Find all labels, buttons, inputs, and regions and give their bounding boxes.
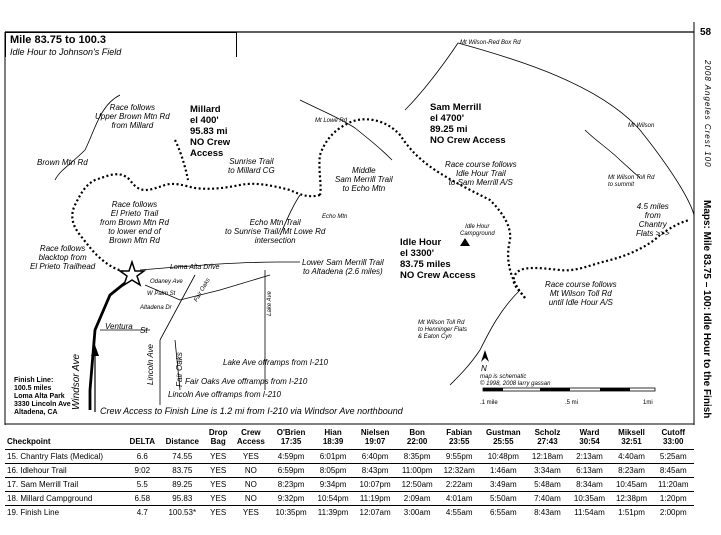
table-cell: 3:00am [396, 506, 438, 520]
table-cell: 5.5 [125, 478, 160, 492]
scale-label-one: 1mi [643, 400, 653, 406]
label-lake-offramp: Lake Ave offramps from I-210 [223, 358, 328, 367]
label-st: St [140, 326, 148, 335]
label-ventura: Ventura [105, 322, 133, 331]
table-header-cell: Drop Bag [208, 428, 228, 446]
finish-star-icon [120, 262, 144, 285]
label-windsor-ave: Windsor Ave [71, 353, 82, 410]
label-lower-sam-merrill: Lower Sam Merrill Trail to Altadena (2.6 miles) [302, 258, 384, 276]
table-cell: 17. Sam Merrill Trail [5, 478, 125, 492]
finish-route-line [90, 275, 135, 410]
mt-wilson-toll-road-upper [585, 130, 640, 178]
table-cell: 10:45am [611, 478, 653, 492]
table-cell: 12:50am [396, 478, 438, 492]
label-toll-road-summit: Mt Wilson Toll Rd to summit [608, 175, 655, 188]
table-cell: 95.83 [160, 492, 205, 506]
table-cell: 5:50am [480, 492, 526, 506]
table-header-cell: Fabian 23:55 [446, 428, 473, 446]
table-cell: 6.58 [125, 492, 160, 506]
north-arrow-icon [481, 350, 489, 362]
table-cell: 6:59pm [270, 464, 312, 478]
compass-letter: N [481, 364, 487, 373]
table-cell: 10:07pm [354, 478, 396, 492]
table-cell: 2:22am [438, 478, 480, 492]
table-cell: 11:00pm [396, 464, 438, 478]
label-toll-henninger: Mt Wilson Toll Rd to Henninger Flats & Eaton Cyn [418, 320, 468, 340]
label-mt-lowe: Mt Lowe Rd [315, 118, 348, 124]
table-header-row [5, 428, 694, 450]
table-cell: 8:43am [526, 506, 568, 520]
table-cell: 11:54am [568, 506, 610, 520]
table-cell: 2:09am [396, 492, 438, 506]
label-fair-oaks-lower: Fair Oaks [174, 352, 184, 387]
label-map-schematic: map is schematic © 1998, 2008 larry gassan [480, 374, 551, 387]
table-cell: 8:45am [653, 464, 694, 478]
table-cell: 8:23pm [270, 478, 312, 492]
table-row [5, 478, 694, 492]
table-cell: 1:46am [480, 464, 526, 478]
table-cell: NO [232, 478, 270, 492]
label-brown-mtn-road: Brown Mtn Rd [37, 158, 88, 167]
table-cell: 11:20am [653, 478, 694, 492]
table-cell: 83.75 [160, 464, 205, 478]
race-course-upper-brown [175, 140, 188, 180]
table-cell: NO [232, 464, 270, 478]
idle-hour-aid-station: Idle Hour el 3300' 83.75 miles NO Crew Access [400, 237, 476, 281]
table-cell: YES [205, 478, 232, 492]
table-header-cell: Cutoff 33:00 [661, 428, 686, 446]
table-cell: 18. Millard Campground [5, 492, 125, 506]
table-header-cell: Scholz 27:43 [534, 428, 561, 446]
label-el-prieto: Race follows El Prieto Trail from Brown Mtn Rd to lower end of Brown Mtn Rd [100, 200, 169, 245]
table-cell: 6:13am [568, 464, 610, 478]
table-cell: 4:59pm [270, 450, 312, 464]
label-echo-mtn: Echo Mtn [322, 214, 348, 220]
table-header-cell: Bon 22:00 [406, 428, 428, 446]
label-middle-sam-merrill: Middle Sam Merrill Trail to Echo Mtn [335, 166, 393, 193]
table-header-cell: Miksell 32:51 [618, 428, 645, 446]
table-cell: 6:40pm [354, 450, 396, 464]
mt-lowe-road [300, 100, 392, 160]
table-cell: 12:38pm [611, 492, 653, 506]
label-lincoln-offramp: Lincoln Ave offramps from I-210 [168, 390, 281, 399]
table-cell: 12:07am [354, 506, 396, 520]
page-number: 58 [700, 27, 712, 38]
label-lake-ave: Lake Ave [266, 291, 273, 316]
label-race-blacktop: Race follows blacktop from El Prieto Trailhead [30, 244, 96, 271]
label-chantry-flats: 4.5 miles from Chantry Flats >>> [636, 202, 670, 238]
table-cell: 3:34am [526, 464, 568, 478]
table-cell: 10:48pm [480, 450, 526, 464]
table-cell: 4:55am [438, 506, 480, 520]
label-idle-hour-trail: Race course follows Idle Hour Trail to Sam Merrill A/S [445, 160, 517, 187]
table-header-cell: Nielsen 19:07 [360, 428, 390, 446]
label-odaney-ave: Odaney Ave [150, 279, 183, 285]
table-cell: 8:05pm [312, 464, 354, 478]
table-header-cell: Hian 18:39 [322, 428, 344, 446]
table-cell: 100.53* [160, 506, 205, 520]
map-title-box [5, 32, 237, 57]
table-cell: 9:34pm [312, 478, 354, 492]
table-cell: 9:55pm [438, 450, 480, 464]
label-mt-wilson: Mt Wilson [628, 123, 655, 129]
label-race-toll-road: Race course follows Mt Wilson Toll Rd until Idle Hour A/S [545, 280, 617, 307]
table-cell: 8:34am [568, 478, 610, 492]
scale-bar [483, 388, 655, 391]
table-cell: 8:43pm [354, 464, 396, 478]
table-cell: YES [232, 506, 270, 520]
label-fair-oaks-upper: Fair Oaks [193, 277, 212, 304]
map-subtitle: Idle Hour to Johnson's Field [10, 47, 122, 57]
table-cell: 7:40am [526, 492, 568, 506]
label-lincoln-ave: Lincoln Ave [145, 344, 155, 385]
mt-wilson-road-west [405, 43, 458, 110]
label-fair-oaks-offramp: Fair Oaks Ave offramps from I-210 [185, 377, 308, 386]
label-idle-hour-campground: Idle Hour Campground [460, 224, 495, 237]
table-cell: YES [205, 492, 232, 506]
label-altadena-dr: Altadena Dr [140, 305, 172, 311]
loma-alta-drive [140, 262, 300, 270]
table-cell: YES [205, 450, 232, 464]
table-cell: 6:55am [480, 506, 526, 520]
table-cell: 11:39pm [312, 506, 354, 520]
table-cell: 4.7 [125, 506, 160, 520]
checkpoint-table [5, 428, 694, 519]
table-cell: 10:35am [568, 492, 610, 506]
table-cell: 4:01am [438, 492, 480, 506]
millard-aid-station: Millard el 400' 95.83 mi NO Crew Access [190, 104, 231, 159]
table-header-cell: O'Brien 17:35 [276, 428, 306, 446]
scale-label-tenth: .1 mile [480, 400, 498, 406]
table-cell: 2:00pm [653, 506, 694, 520]
table-header-cell: Distance [165, 437, 199, 446]
table-cell: YES [205, 464, 232, 478]
label-sunrise-trail: Sunrise Trail to Millard CG [228, 157, 275, 175]
table-cell: 1:20pm [653, 492, 694, 506]
table-cell: 8:23am [611, 464, 653, 478]
table-body [5, 450, 694, 520]
table-cell: 19. Finish Line [5, 506, 125, 520]
table-header-cell: Ward 30:54 [579, 428, 600, 446]
table-cell: 1:51pm [611, 506, 653, 520]
table-header-cell: Gustman 25:55 [485, 428, 521, 446]
table-cell: 6:01pm [312, 450, 354, 464]
label-mt-wilson-red-box: Mt Wilson-Red Box Rd [460, 40, 521, 46]
map-title: Mile 83.75 to 100.3 [10, 34, 106, 46]
label-crew-access: Crew Access to Finish Line is 1.2 mi from I-210 via Windsor Ave northbound [100, 406, 403, 416]
table-row [5, 450, 694, 464]
label-echo-to-sunrise: Echo Mtn Trail to Sunrise Trail/ Mt Lowe Rd intersection [225, 218, 326, 245]
label-upper-brown: Race follows Upper Brown Mtn Rd from Millard [95, 103, 170, 130]
section-title: Maps: Mile 83.75 – 100: Idle Hour to the Finish [701, 200, 712, 419]
finish-route [90, 275, 135, 410]
table-cell: 11:19pm [354, 492, 396, 506]
table-cell: 6.6 [125, 450, 160, 464]
table-cell: 9:32pm [270, 492, 312, 506]
table-cell: YES [232, 450, 270, 464]
table-cell: 16. Idlehour Trail [5, 464, 125, 478]
table-cell: 2:13am [568, 450, 610, 464]
table-cell: 10:54pm [312, 492, 354, 506]
table-cell: 8:35pm [396, 450, 438, 464]
table-cell: 10:35pm [270, 506, 312, 520]
table-row [5, 464, 694, 478]
label-loma-alta-drive: Loma Alta Drive [170, 264, 220, 271]
label-w-palm-st: W Palm St [147, 291, 176, 297]
table-header-cell: Crew Access [236, 428, 265, 446]
table-row [5, 492, 694, 506]
running-title: 2008 Angeles Crest 100 [703, 60, 712, 168]
table-cell: 12:32am [438, 464, 480, 478]
table-cell: NO [232, 492, 270, 506]
table-cell: 4:40am [611, 450, 653, 464]
finish-line-info: Finish Line: 100.5 miles Loma Alta Park 3330 Lincoln Ave Altadena, CA [14, 377, 71, 416]
table-cell: 3:49am [480, 478, 526, 492]
table-cell: 12:18am [526, 450, 568, 464]
table-cell: 9:02 [125, 464, 160, 478]
table-cell: 74.55 [160, 450, 205, 464]
table-header-cell: DELTA [129, 437, 156, 446]
table-cell: 89.25 [160, 478, 205, 492]
scale-label-half: .5 mi [565, 400, 579, 406]
sam-merrill-aid-station: Sam Merrill el 4700' 89.25 mi NO Crew Access [430, 102, 506, 146]
table-header-cell: Checkpoint [7, 437, 51, 446]
table-cell: 5:25am [653, 450, 694, 464]
table-row [5, 506, 694, 520]
table-cell: 5:48am [526, 478, 568, 492]
table-cell: 15. Chantry Flats (Medical) [5, 450, 125, 464]
table-cell: YES [205, 506, 232, 520]
